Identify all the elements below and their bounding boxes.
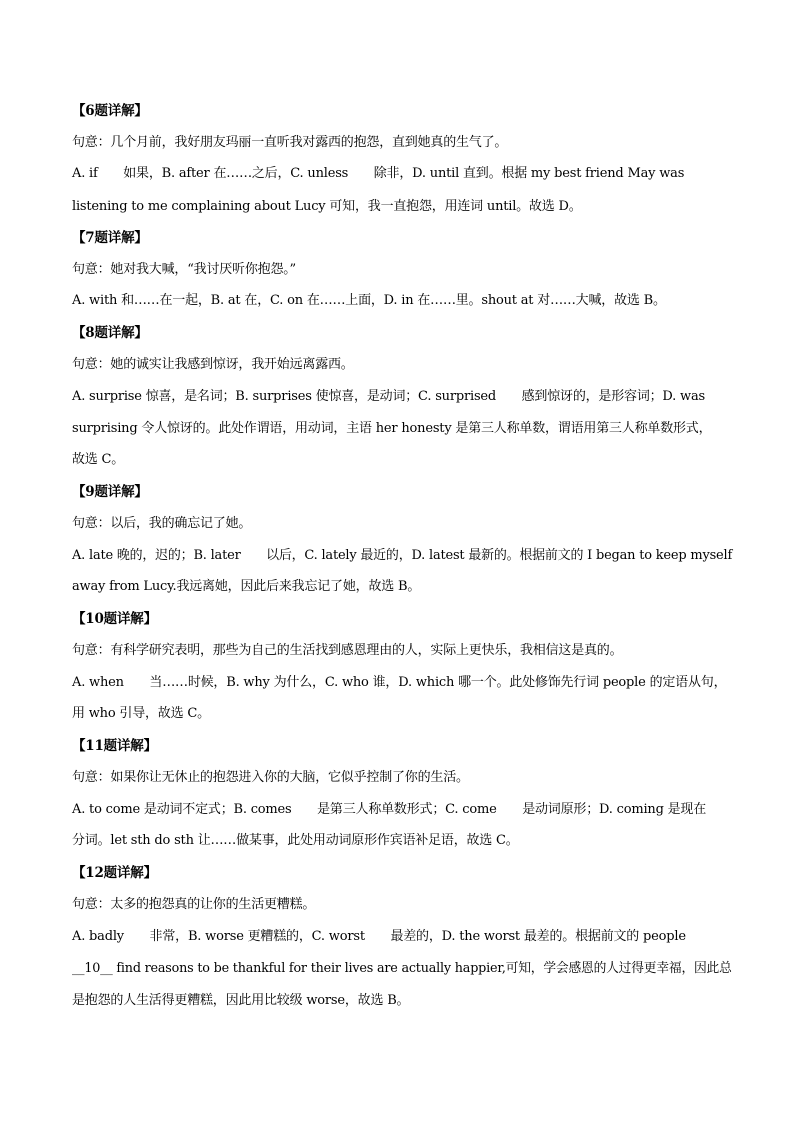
explanation-line: away from Lucy.我远离她，因此后来我忘记了她，故选 B。	[72, 579, 421, 594]
explanation-line: 是抱怨的人生活得更糟糕，因此用比较级 worse，故选 B。	[72, 993, 410, 1008]
sentence-meaning: 句意：几个月前，我好朋友玛丽一直听我对露西的抱怨，直到她真的生气了。	[72, 135, 508, 150]
explanation-line: A. to come 是动词不定式；B. comes 是第三人称单数形式；C. come 是动词原形；D. coming 是现在	[72, 802, 707, 817]
section-heading: 【7题详解】	[72, 230, 148, 246]
sentence-meaning: 句意：太多的抱怨真的让你的生活更糟糕。	[72, 897, 316, 912]
sentence-meaning: 句意：如果你让无休止的抱怨进入你的大脑，它似乎控制了你的生活。	[72, 770, 469, 785]
explanation-line: 分词。let sth do sth 让……做某事，此处用动词原形作宾语补足语，故选 C。	[72, 833, 519, 848]
explanation-line: 用 who 引导，故选 C。	[72, 706, 210, 721]
explanation-line: __10__ find reasons to be thankful for their lives are actually happier,可知，学会感恩的人过得更幸福，因此总	[72, 961, 732, 976]
explanation-line: 故选 C。	[72, 452, 125, 467]
sentence-meaning: 句意：她对我大喊，“我讨厌听你抱怨。”	[72, 262, 296, 277]
explanation-line: A. surprise 惊喜，是名词；B. surprises 使惊喜，是动词；C. surprised 感到惊讶的，是形容词；D. was	[72, 389, 706, 404]
section-heading: 【12题详解】	[72, 865, 157, 881]
explanation-line: A. badly 非常，B. worse 更糟糕的，C. worst 最差的，D. the worst 最差的。根据前文的 people	[72, 929, 686, 944]
explanation-line: A. when 当……时候，B. why 为什么，C. who 谁，D. which 哪一个。此处修饰先行词 people 的定语从句，	[72, 675, 727, 690]
explanation-line: A. if 如果，B. after 在……之后，C. unless 除非，D. until 直到。根据 my best friend May was	[72, 166, 685, 181]
sentence-meaning: 句意：有科学研究表明，那些为自己的生活找到感恩理由的人，实际上更快乐，我相信这是真的。	[72, 643, 623, 658]
explanation-line: A. with 和……在一起，B. at 在，C. on 在……上面，D. in 在……里。shout at 对……大喊，故选 B。	[72, 293, 666, 308]
sentence-meaning: 句意：她的诚实让我感到惊讶，我开始远离露西。	[72, 357, 354, 372]
explanation-line: A. late 晚的，迟的；B. later 以后，C. lately 最近的，D. latest 最新的。根据前文的 I began to keep myself	[72, 548, 733, 563]
section-heading: 【8题详解】	[72, 325, 148, 341]
sentence-meaning: 句意：以后，我的确忘记了她。	[72, 516, 252, 531]
explanation-line: surprising 令人惊讶的。此处作谓语，用动词，主语 her honesty 是第三人称单数，谓语用第三人称单数形式，	[72, 421, 712, 436]
section-heading: 【10题详解】	[72, 611, 157, 627]
section-heading: 【6题详解】	[72, 103, 148, 119]
section-heading: 【11题详解】	[72, 738, 157, 754]
section-heading: 【9题详解】	[72, 484, 148, 500]
document-page	[72, 0, 732, 1123]
explanation-line: listening to me complaining about Lucy 可知，我一直抱怨，用连词 until。故选 D。	[72, 199, 582, 214]
